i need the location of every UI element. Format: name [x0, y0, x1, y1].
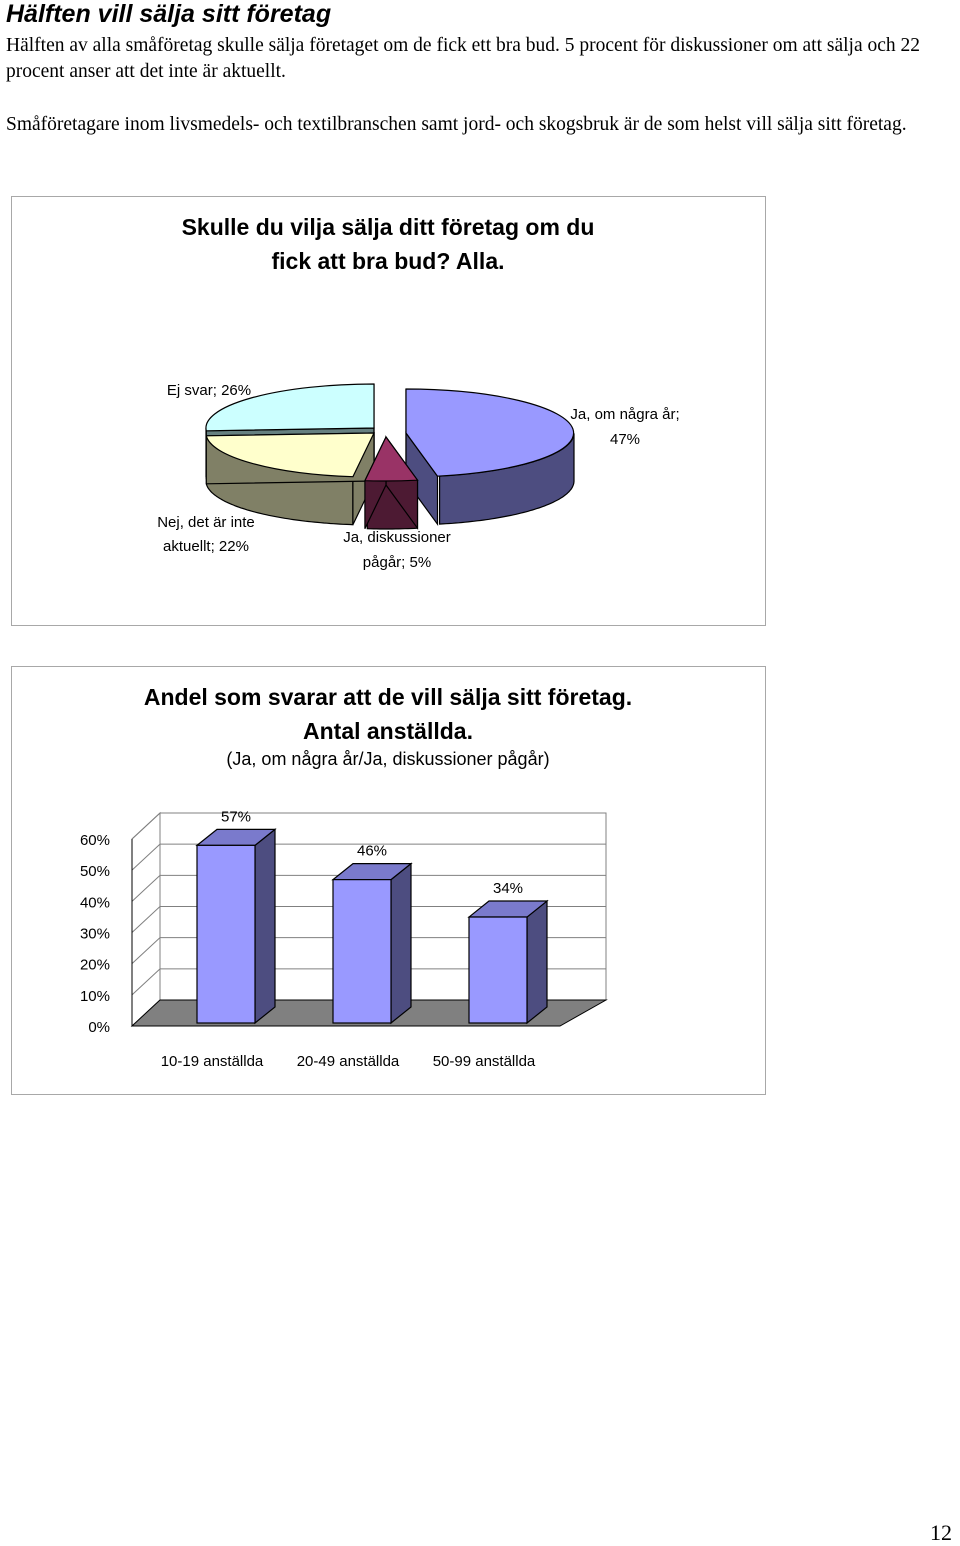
- y-tick-label: 0%: [88, 1019, 110, 1036]
- bar-side: [255, 829, 275, 1023]
- bar-value-label: 34%: [493, 880, 523, 897]
- y-tick-label: 20%: [80, 957, 110, 974]
- slice-label-diskussioner-line2: pågår; 5%: [363, 554, 431, 571]
- x-tick-label: 50-99 anställda: [433, 1053, 536, 1070]
- y-tick-label: 10%: [80, 988, 110, 1005]
- slice-label-ejsvar-line1: Ej svar; 26%: [167, 382, 251, 399]
- pie-chart: [12, 197, 765, 625]
- y-tick-label: 60%: [80, 832, 110, 849]
- intro-paragraph: Hälften av alla småföretag skulle sälja företaget om de fick ett bra bud. 5 procent för diskussioner om att sälja och 22 procent anser att det inte är aktuellt.: [6, 33, 951, 85]
- slice-label-nej-line1: Nej, det är inte: [157, 514, 255, 531]
- pie-chart-frame: [11, 196, 766, 626]
- pie-title-line2: fick att bra bud? Alla.: [271, 248, 504, 274]
- slice-label-ja-line1: Ja, om några år;: [570, 406, 679, 423]
- slice-label-nej-line2: aktuellt; 22%: [163, 538, 249, 555]
- y-tick-label: 30%: [80, 926, 110, 943]
- bar-side: [527, 901, 547, 1023]
- slice-label-diskussioner-line1: Ja, diskussioner: [343, 529, 451, 546]
- bar-title-line1: Andel som svarar att de vill sälja sitt företag.: [144, 684, 632, 710]
- page-heading: Hälften vill sälja sitt företag: [6, 0, 331, 29]
- slice-label-ja-line2: 47%: [610, 431, 640, 448]
- bar-side: [391, 864, 411, 1023]
- bar-title-line2: Antal anställda.: [303, 718, 473, 744]
- x-tick-label: 10-19 anställda: [161, 1053, 264, 1070]
- bar-chart-frame: [11, 666, 766, 1095]
- bar-front: [469, 917, 527, 1023]
- pie-slices: [206, 384, 574, 529]
- bar-chart: [12, 667, 765, 1094]
- y-tick-label: 40%: [80, 894, 110, 911]
- pie-slice-2: [206, 433, 374, 525]
- pie-title-line1: Skulle du vilja sälja ditt företag om du: [182, 214, 595, 240]
- bar-value-label: 57%: [221, 808, 251, 825]
- industry-paragraph: Småföretagare inom livsmedels- och textilbranschen samt jord- och skogsbruk är de som helst vill sälja sitt företag.: [6, 112, 951, 138]
- y-tick-label: 50%: [80, 863, 110, 880]
- pie-slice-0: [406, 389, 574, 524]
- bar-value-label: 46%: [357, 843, 387, 860]
- bar-subtitle: (Ja, om några år/Ja, diskussioner pågår): [226, 749, 549, 769]
- bar-front: [333, 880, 391, 1023]
- bar-plot-area: [80, 808, 606, 1070]
- page-number: 12: [930, 1520, 952, 1546]
- x-tick-label: 20-49 anställda: [297, 1053, 400, 1070]
- bar-front: [197, 845, 255, 1023]
